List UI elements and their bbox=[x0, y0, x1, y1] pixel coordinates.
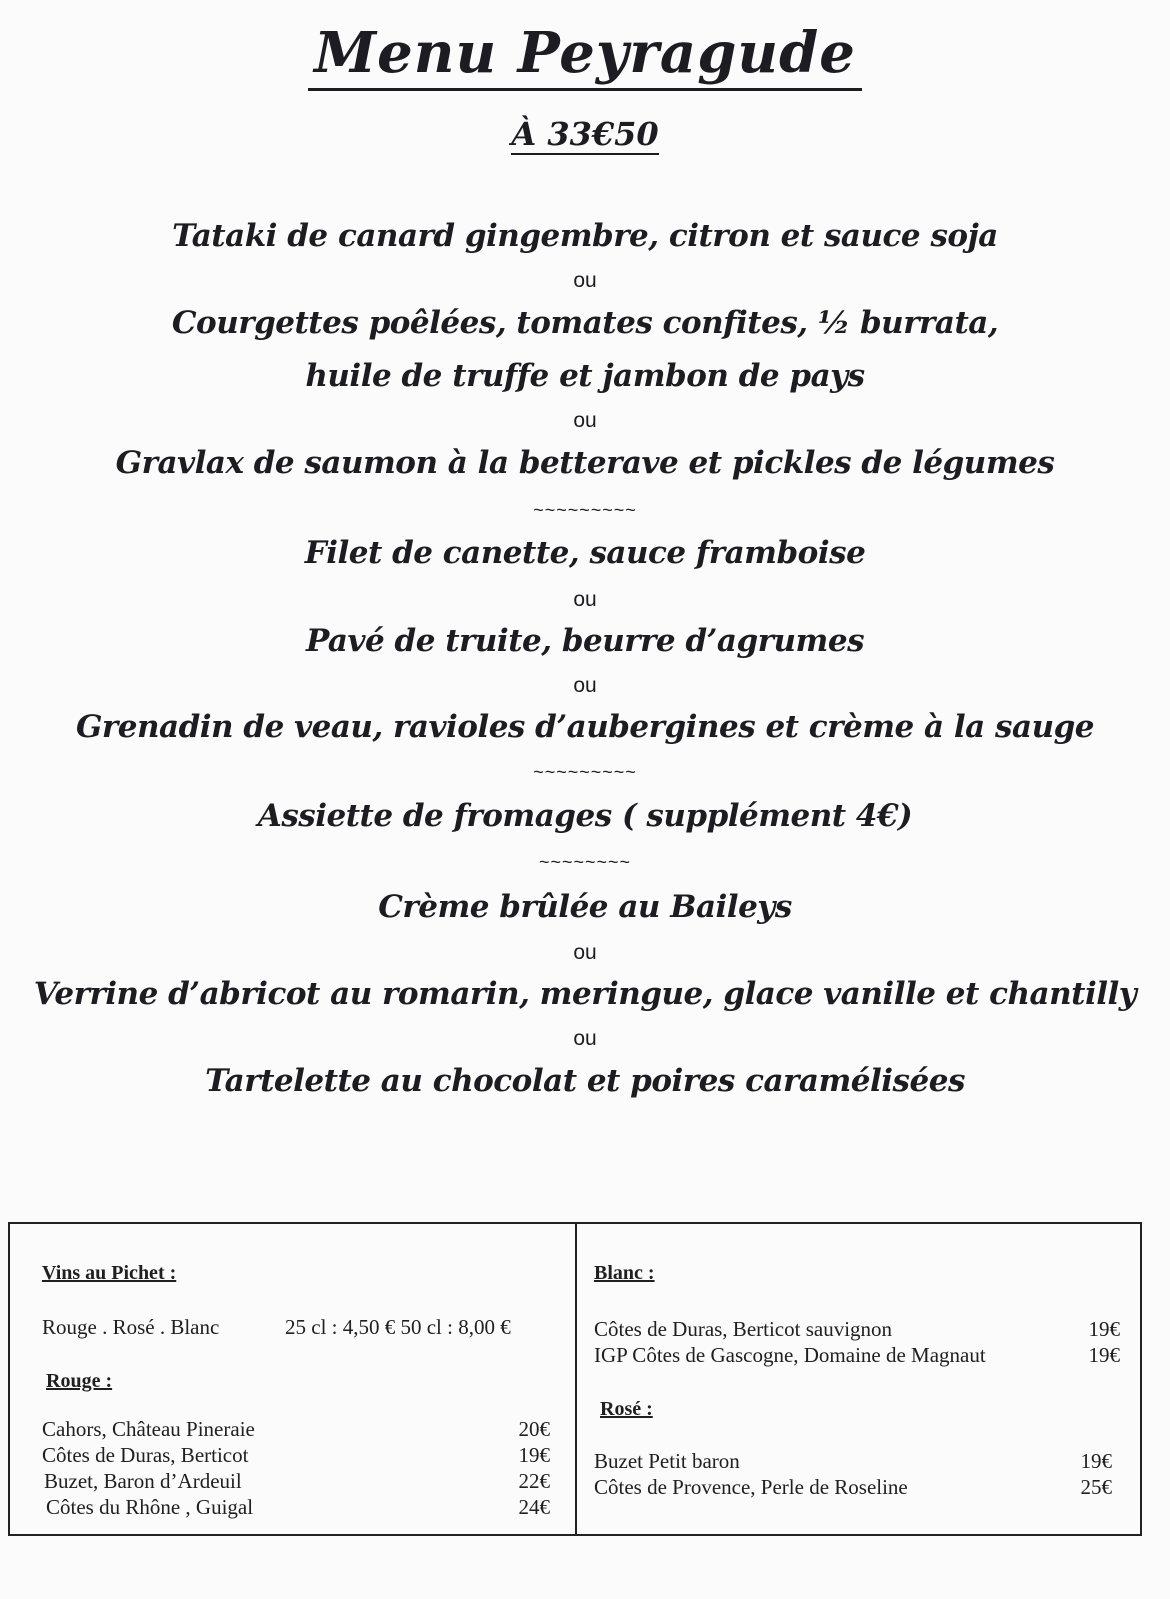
rouge-price-3: 22€ bbox=[518, 1469, 550, 1493]
rouge-wine-2: Côtes de Duras, Berticot bbox=[42, 1443, 249, 1467]
pichet-prices: 25 cl : 4,50 € 50 cl : 8,00 € bbox=[285, 1315, 511, 1339]
menu-title bbox=[0, 18, 1170, 88]
entree-1: Tataki de canard gingembre, citron et sauce soja bbox=[172, 218, 998, 254]
or-dessert-2: ou bbox=[573, 1027, 597, 1050]
dessert-2: Verrine d’abricot au romarin, meringue, glace vanille et chantilly bbox=[33, 976, 1137, 1012]
blanc-heading: Blanc : bbox=[594, 1262, 655, 1284]
rouge-price-2: 19€ bbox=[518, 1443, 550, 1467]
dessert-3: Tartelette au chocolat et poires caramélisées bbox=[205, 1063, 965, 1099]
blanc-price-2: 19€ bbox=[1088, 1343, 1120, 1367]
rose-price-2: 25€ bbox=[1080, 1475, 1112, 1499]
menu-price bbox=[0, 112, 1170, 156]
rouge-price-4: 24€ bbox=[518, 1495, 550, 1519]
entree-3: Gravlax de saumon à la betterave et pickles de légumes bbox=[115, 445, 1055, 481]
wine-list-divider bbox=[575, 1224, 577, 1534]
menu-price-text: À 33€50 bbox=[511, 115, 659, 153]
rouge-wine-4: Côtes du Rhône , Guigal bbox=[46, 1495, 254, 1519]
dessert-1: Crème brûlée au Baileys bbox=[378, 889, 792, 925]
rose-wine-2: Côtes de Provence, Perle de Roseline bbox=[594, 1475, 908, 1499]
rouge-heading: Rouge : bbox=[46, 1370, 113, 1392]
separator-2: ~~~~~~~~~ bbox=[533, 762, 637, 782]
pichet-heading: Vins au Pichet : bbox=[42, 1262, 177, 1284]
rose-wine-1: Buzet Petit baron bbox=[594, 1449, 740, 1473]
or-entree-2: ou bbox=[573, 409, 597, 432]
or-plat-1: ou bbox=[573, 588, 597, 611]
blanc-wine-1: Côtes de Duras, Berticot sauvignon bbox=[594, 1317, 893, 1341]
menu-title-text: Menu Peyragude bbox=[308, 20, 862, 91]
blanc-wine-2: IGP Côtes de Gascogne, Domaine de Magnaut bbox=[594, 1343, 986, 1367]
separator-1: ~~~~~~~~~ bbox=[533, 500, 637, 520]
rouge-price-1: 20€ bbox=[518, 1417, 550, 1441]
entree-2-line-1: Courgettes poêlées, tomates confites, ½ burrata, bbox=[171, 305, 999, 341]
wine-list bbox=[8, 1222, 1142, 1536]
or-dessert-1: ou bbox=[573, 941, 597, 964]
or-entree-1: ou bbox=[573, 269, 597, 292]
blanc-price-1: 19€ bbox=[1088, 1317, 1120, 1341]
plat-2: Pavé de truite, beurre d’agrumes bbox=[305, 623, 865, 659]
separator-3: ~~~~~~~~ bbox=[538, 852, 632, 872]
pichet-colors: Rouge . Rosé . Blanc bbox=[42, 1315, 220, 1339]
plat-3: Grenadin de veau, ravioles d’aubergines et crème à la sauge bbox=[75, 709, 1095, 745]
rose-price-1: 19€ bbox=[1080, 1449, 1112, 1473]
entree-2-line-2: huile de truffe et jambon de pays bbox=[305, 358, 865, 394]
plat-1: Filet de canette, sauce framboise bbox=[304, 535, 866, 571]
cheese-plate: Assiette de fromages ( supplément 4€) bbox=[257, 798, 913, 834]
rose-heading: Rosé : bbox=[600, 1398, 653, 1420]
or-plat-2: ou bbox=[573, 674, 597, 697]
rouge-wine-3: Buzet, Baron d’Ardeuil bbox=[44, 1469, 242, 1493]
rouge-wine-1: Cahors, Château Pineraie bbox=[42, 1417, 255, 1441]
